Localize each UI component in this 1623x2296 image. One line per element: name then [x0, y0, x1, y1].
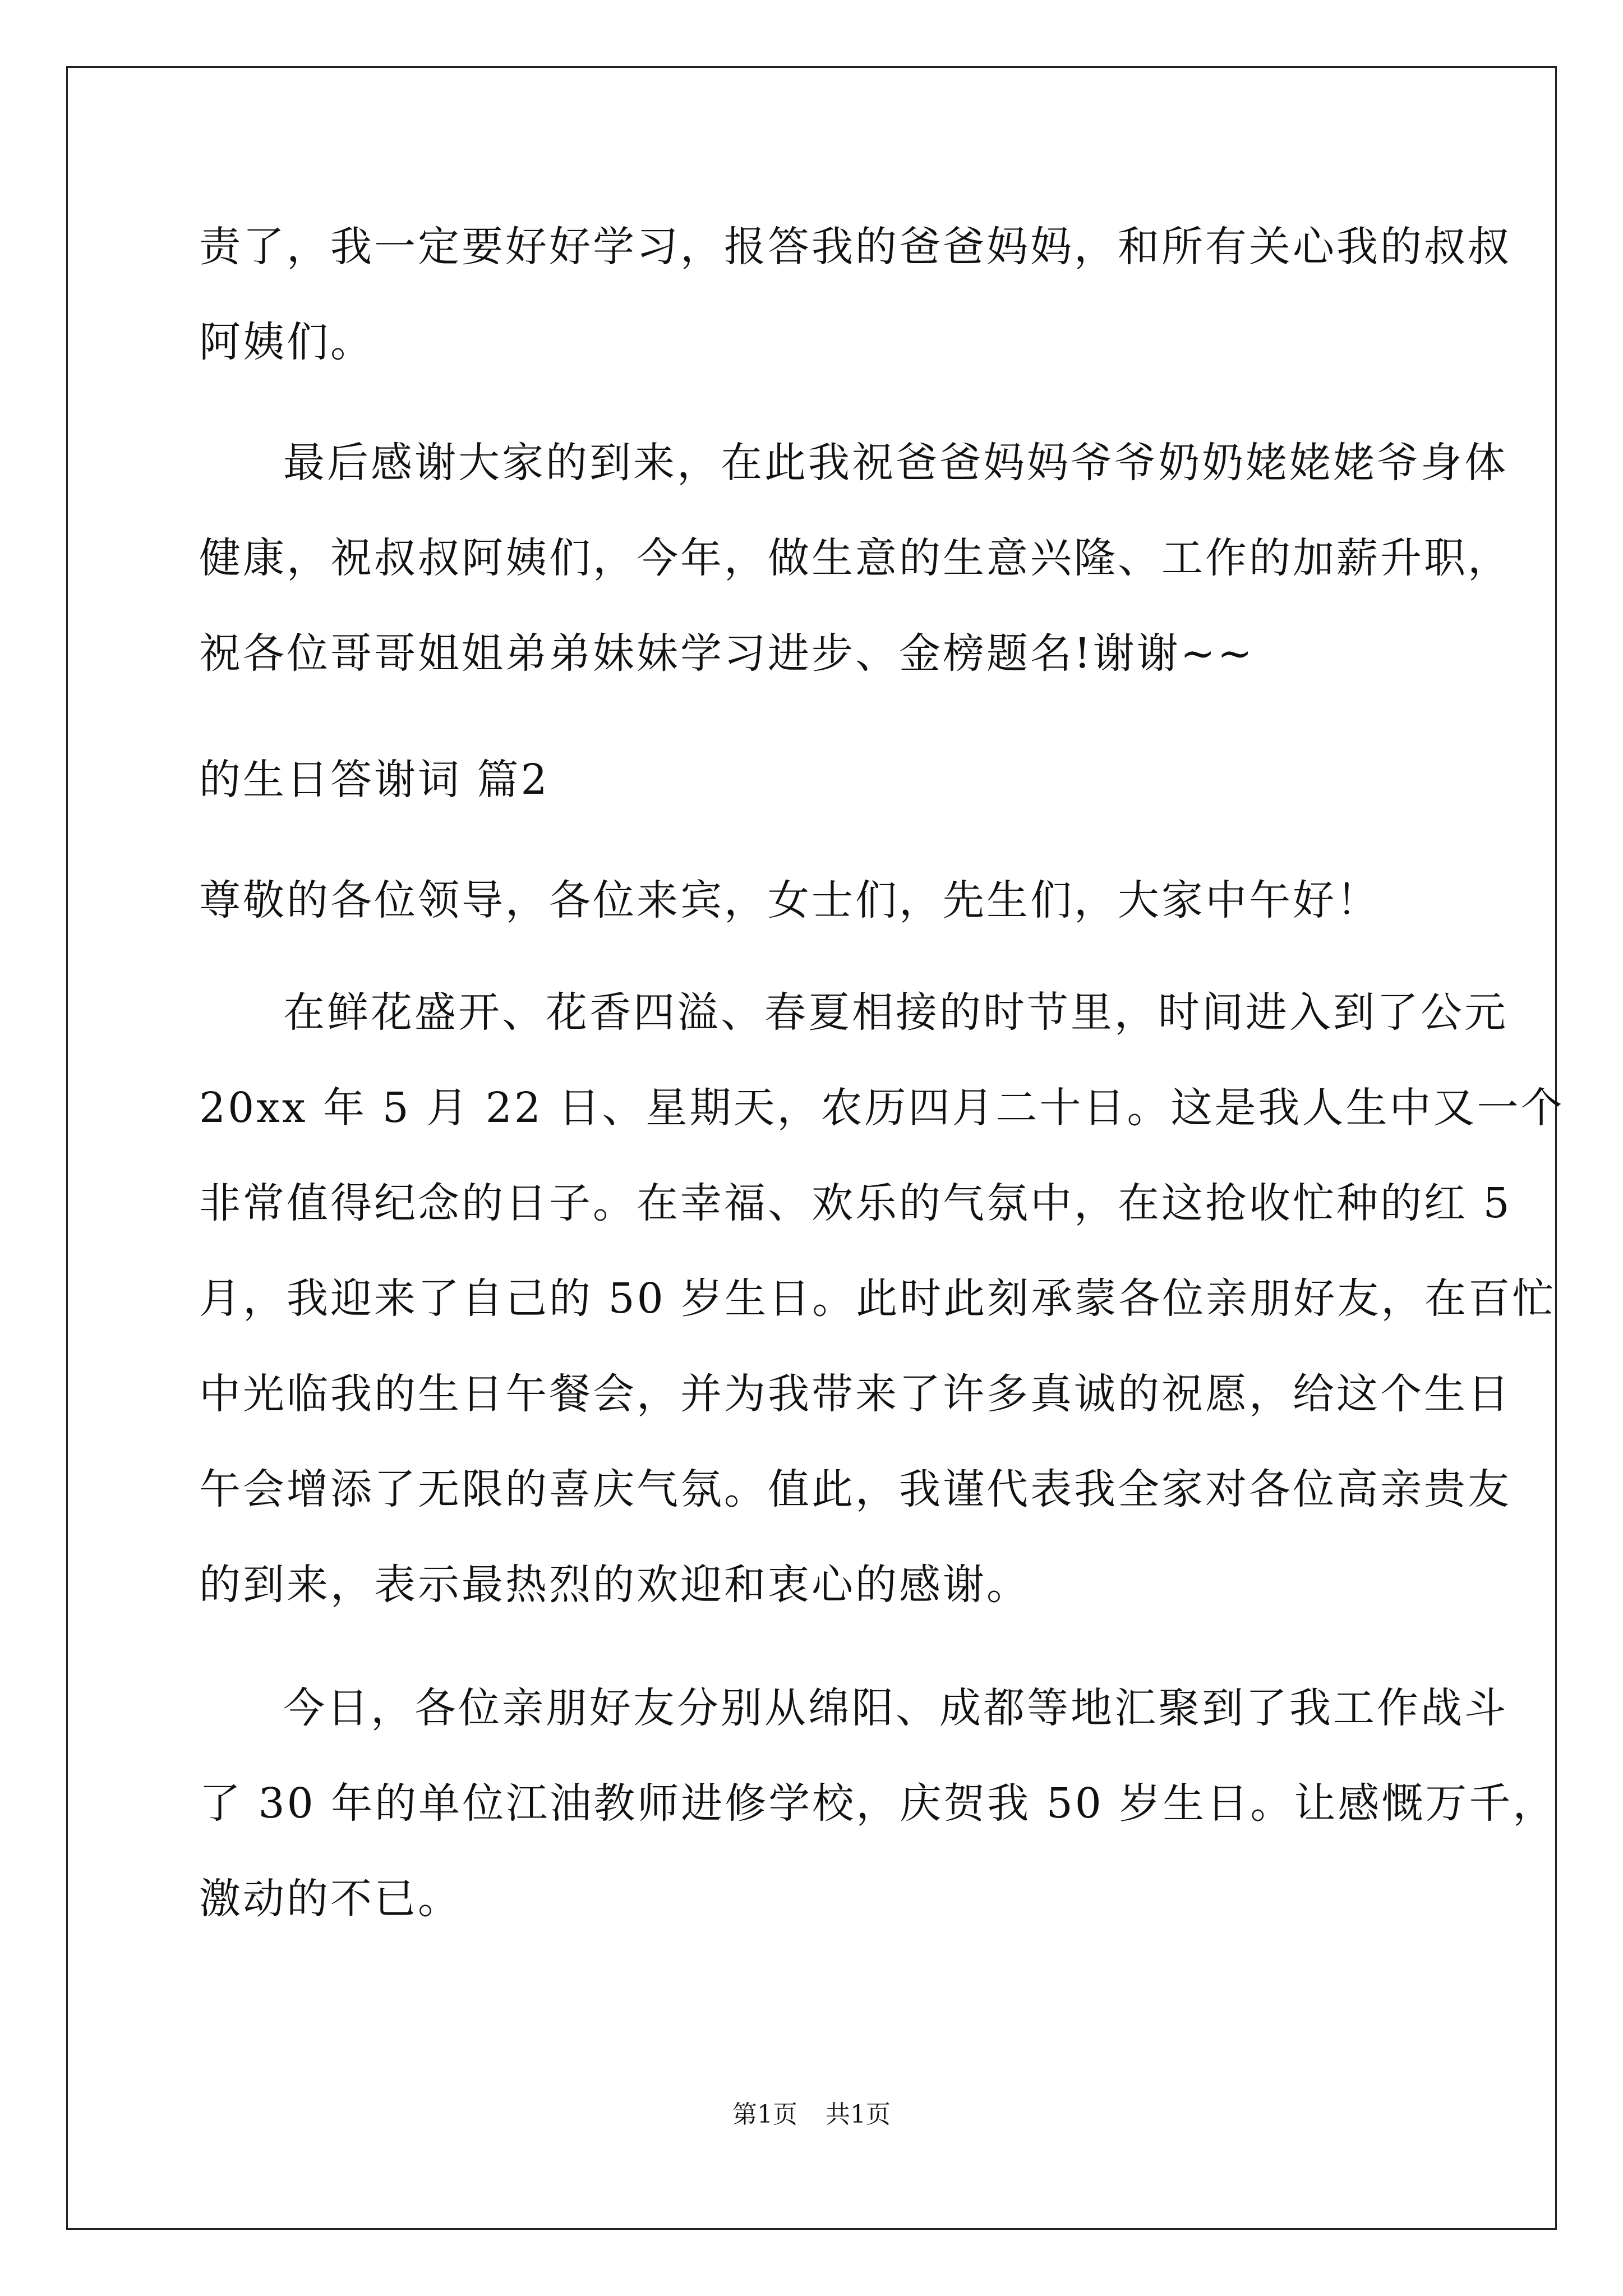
text-line: 激动的不已。 — [199, 1875, 462, 1923]
text-line: 了 30 年的单位江油教师进修学校，庆贺我 50 岁生日。让感慨万千， — [199, 1779, 1557, 1828]
text-line: 20xx 年 5 月 22 日、星期天，农历四月二十日。这是我人生中又一个 — [199, 1084, 1565, 1132]
text-line: 祝各位哥哥姐姐弟弟妹妹学习进步、金榜题名!谢谢~~ — [199, 629, 1255, 678]
text-line: 在鲜花盛开、花香四溢、春夏相接的时节里，时间进入到了公元 — [283, 988, 1508, 1037]
text-line: 责了，我一定要好好学习，报答我的爸爸妈妈，和所有关心我的叔叔 — [199, 223, 1511, 271]
text-line: 的到来，表示最热烈的欢迎和衷心的感谢。 — [199, 1561, 1030, 1609]
text-line: 今日，各位亲朋好友分别从绵阳、成都等地汇聚到了我工作战斗 — [283, 1684, 1508, 1732]
text-line: 午会增添了无限的喜庆气氛。值此，我谨代表我全家对各位高亲贵友 — [199, 1465, 1511, 1513]
section-heading: 的生日答谢词 篇2 — [199, 756, 550, 804]
text-line: 阿姨们。 — [199, 318, 374, 366]
text-line: 最后感谢大家的到来，在此我祝爸爸妈妈爷爷奶奶姥姥姥爷身体 — [283, 439, 1508, 487]
text-line: 非常值得纪念的日子。在幸福、欢乐的气氛中，在这抢收忙种的红 5 — [199, 1179, 1512, 1227]
text-line: 月，我迎来了自己的 50 岁生日。此时此刻承蒙各位亲朋好友，在百忙 — [199, 1274, 1556, 1323]
page-total: 共1页 — [826, 2100, 891, 2129]
text-line: 健康，祝叔叔阿姨们，今年，做生意的生意兴隆、工作的加薪升职， — [199, 534, 1511, 582]
page-footer — [0, 2098, 1623, 2132]
text-line: 中光临我的生日午餐会，并为我带来了许多真诚的祝愿，给这个生日 — [199, 1370, 1511, 1418]
text-line: 尊敬的各位领导，各位来宾，女士们，先生们，大家中午好！ — [199, 876, 1380, 924]
page-number: 第1页 — [732, 2100, 797, 2129]
